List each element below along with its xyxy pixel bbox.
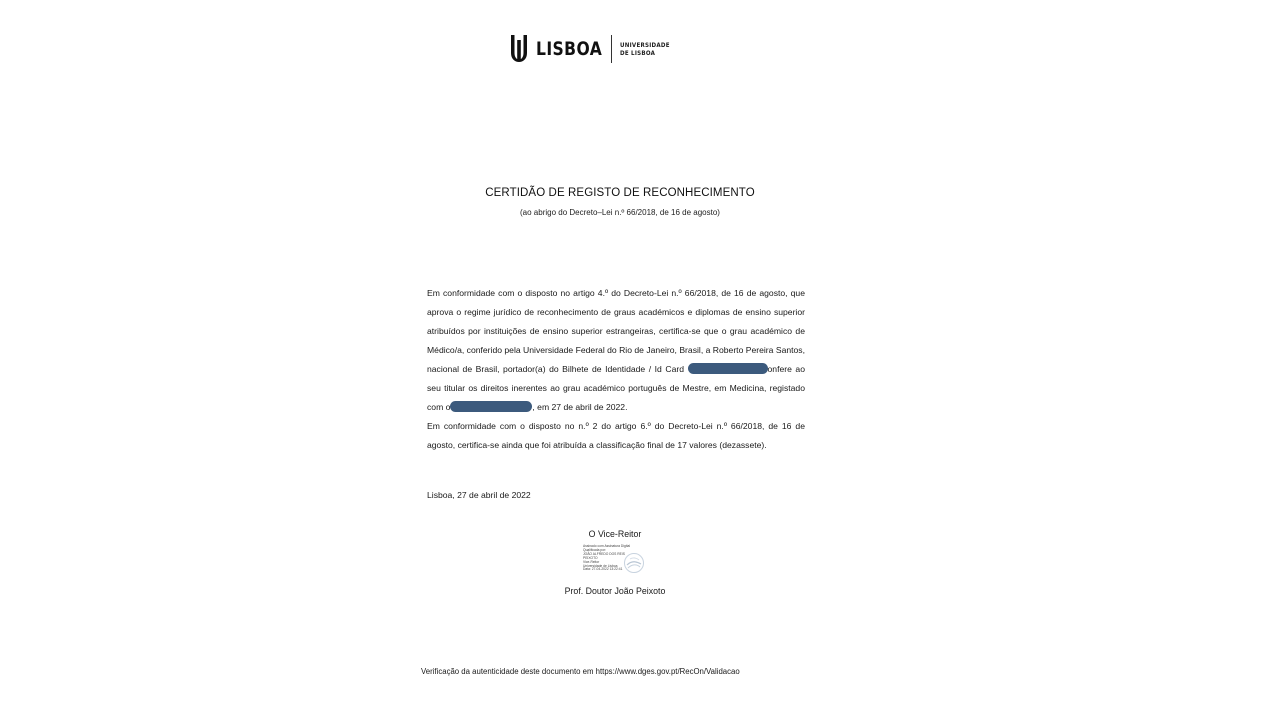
signer-role: O Vice-Reitor (588, 529, 642, 539)
document-subtitle: (ao abrigo do Decreto–Lei n.º 66/2018, de 16 de agosto) (520, 208, 720, 217)
stamp-line: Universidade de Lisboa (583, 563, 618, 568)
stamp-line: JOÃO ALFREDO DOS REIS (583, 551, 625, 556)
logo-university-line2: DE LISBOA (619, 49, 655, 57)
paragraph-classification: Em conformidade com o disposto no n.º 2 do artigo 6.º do Decreto-Lei n.º 66/2018, de 16 de agosto, certifica-se ainda que foi atribuída a classificação final de 17 valores (dezassete). (427, 421, 805, 450)
signer-name: Prof. Doutor João Peixoto (564, 586, 666, 596)
document-body (427, 284, 805, 455)
logo-divider (611, 35, 612, 63)
ulisboa-u-mark-icon (508, 34, 530, 64)
paragraph-recognition-part3: , em 27 de abril de 2022. (532, 402, 628, 412)
document-title: CERTIDÃO DE REGISTO DE RECONHECIMENTO (485, 187, 755, 199)
paragraph-recognition (427, 284, 805, 417)
university-logo (508, 33, 678, 65)
stamp-line: Data: 27-04-2022 13:22:41 (583, 567, 623, 572)
stamp-line: PEIXOTO (583, 555, 598, 560)
logo-university-name (620, 41, 670, 57)
digital-signature-stamp (581, 543, 645, 579)
signature-seal-icon (623, 552, 645, 574)
verification-footer: Verificação da autenticidade deste documento em https://www.dges.gov.pt/RecOn/Validacao (421, 667, 740, 676)
logo-university-line1: UNIVERSIDADE (619, 41, 670, 49)
logo-wordmark: LISBOA (536, 37, 603, 60)
paragraph-recognition-part1: Em conformidade com o disposto no artigo 4.º do Decreto-Lei n.º 66/2018, de 16 de agosto, que aprova o regime jurídico de reconhecimento de graus académicos e diplomas de ensino superior atribuídos por instituições de ensino superior estrangeiras, certifica-se que o grau académico de Médico/a, conferido pela Universidade Federal do Rio de Janeiro, Brasil, a Roberto Pereira Santos, nacional de Brasil, portador(a) do Bilhete de Identidade / Id Card (427, 288, 805, 374)
redacted-id-number (688, 363, 768, 374)
paragraph-recognition-part2: onfere ao seu titular os direitos inerentes ao grau académico português de Mestre, em Medicina, registado com o (427, 364, 805, 412)
place-date: Lisboa, 27 de abril de 2022 (427, 490, 531, 500)
stamp-line: Vice-Reitor (583, 559, 600, 564)
redacted-registration-number (450, 401, 532, 412)
stamp-line: Qualificada por: (583, 547, 607, 552)
stamp-line: Assinado com Assinatura Digital (583, 544, 631, 548)
